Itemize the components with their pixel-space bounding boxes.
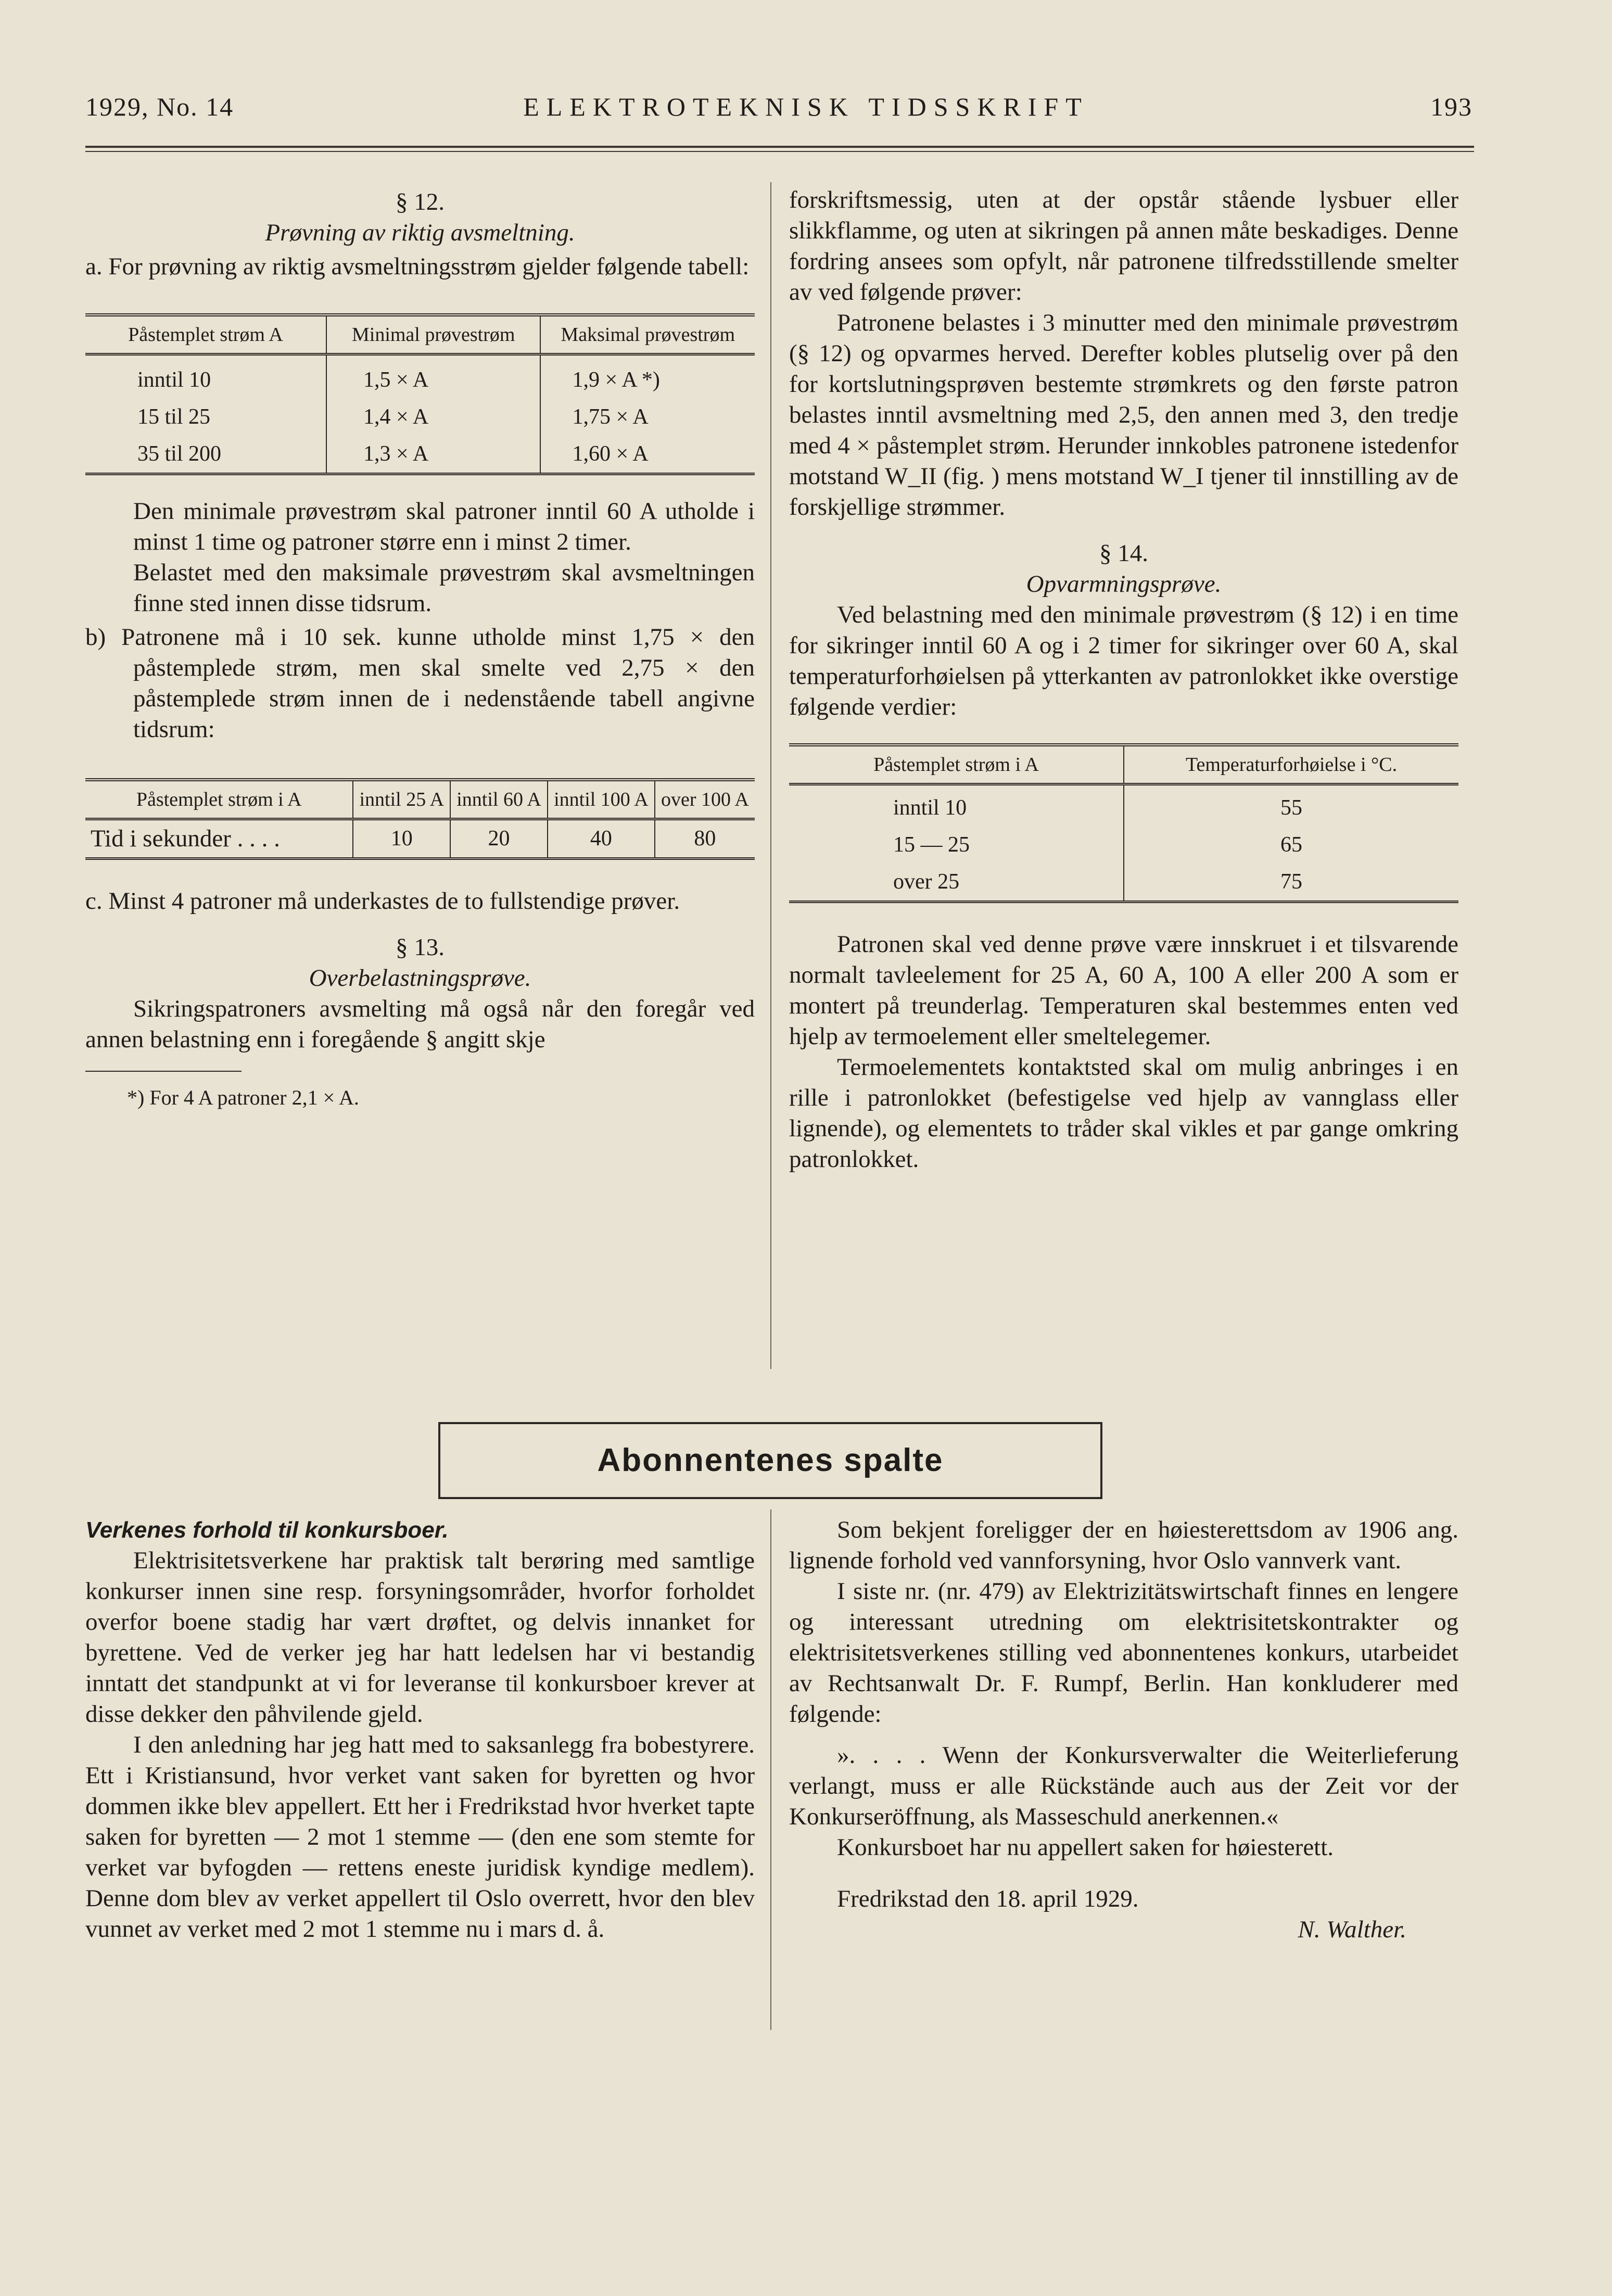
paragraph-max-current: Belastet med den maksimale prøvestrøm skal avsmeltningen finne sted innen disse tidsrum. [133,559,755,617]
article-paragraph-3: Som bekjent foreligger der en høiesterettsdom av 1906 ang. lignende forhold ved vannforsyning, hvor Oslo vannverk vant. [789,1516,1458,1574]
footnote-rule [85,1071,242,1072]
footnote: *) For 4 A patroner 2,1 × A. [127,1086,359,1109]
bottom-left-column [85,1515,755,1945]
t1-header-min: Minimal prøvestrøm [326,315,541,354]
table-row: inntil 10 1,5 × A 1,9 × A *) [85,354,755,399]
paragraph-requirements: forskriftsmessig, uten at der opstår stående lysbuer eller slikkflamme, og uten at sikringen på annen måte beskadiges. Denne fordring ansees som opfylt, når patronene tilfredsstillende smelter av ved følgende prøver: [789,186,1458,306]
t3-header-temp: Temperaturforhøielse i °C. [1124,745,1458,784]
header-journal-title: ELEKTROTEKNISK TIDSSKRIFT [523,92,1089,121]
table-test-currents [85,313,755,475]
article-paragraph-5: Konkursboet har nu appellert saken for høiesterett. [837,1834,1334,1861]
paragraph-min-current: Den minimale prøvestrøm skal patroner inntil 60 A utholde i minst 1 time og patroner større enn i minst 2 timer. [133,498,755,555]
article-signature: N. Walther. [1298,1916,1406,1943]
table-row: over 25 75 [789,864,1458,902]
right-column [789,185,1458,1175]
bottom-right-column [789,1515,1458,1945]
item-a-text: a. For prøvning av riktig avsmeltningsstrøm gjelder følgende tabell: [85,253,750,280]
header-rule [85,146,1474,148]
table-melt-times: Påstemplet strøm i A inntil 25 A inntil 60 A inntil 100 A over 100 A Tid i sekunder . . . . 10 20 40 80 [85,778,755,860]
section-heading-box: Abonnentenes spalte [438,1422,1102,1499]
section-13-text: Sikringspatroners avsmelting må også når den foregår ved annen belastning enn i foregående § angitt skje [85,995,755,1053]
article-paragraph-1: Elektrisitetsverkene har praktisk talt berøring med samtlige konkurser innen sine resp. forsyningsområder, hvorfor forholdet overfor boene stadig har vært drøftet, og delvis innanket for byrettene. Ved de verker jeg har hatt ledelsen har vi bestandig inntatt det standpunkt at vi for leveranse til konkursboer krever at disse dekker den påhvilende gjeld. [85,1547,755,1728]
paragraph-mounting: Patronen skal ved denne prøve være innskruet i et tilsvarende normalt tavleelement for 25 A, 60 A, 100 A eller 200 A som er montert på treunderlag. Temperaturen skal bestemmes enten ved hjelp av termoelement eller smeltelegemer. [789,931,1458,1050]
section-14-title: Opvarmningsprøve. [1026,570,1222,598]
table-row: Tid i sekunder . . . . 10 20 40 80 [85,819,755,859]
paragraph-heating: Ved belastning med den minimale prøvestrøm (§ 12) i en time for sikringer inntil 60 A og i 2 timer for sikringer over 60 A, skal temperaturforhøielsen på ytterkanten av patronlokket ikke overstige følgende verdier: [789,601,1458,720]
header-rule-thin [85,151,1474,152]
section-13-number: § 13. [396,934,445,961]
section-14-number: § 14. [1099,540,1148,567]
item-c-text: c. Minst 4 patroner må underkastes de to fullstendige prøver. [85,887,680,915]
paragraph-procedure: Patronene belastes i 3 minutter med den minimale prøvestrøm (§ 12) og opvarmes herved. Derefter kobles plutselig over på den for kortslutningsprøven bestemte strømkrets og den første patron belastes inntil avsmeltning med 2,5, den annen med 3, den tredje med 4 × påstemplet strøm. Herunder innkobles patronene istedenfor motstand W_II (fig. ) mens motstand W_I tjener til innstilling av de forskjellige strømmer. [789,309,1458,521]
table-row: 15 — 25 65 [789,827,1458,864]
section-12-title: Prøvning av riktig avsmeltning. [265,219,575,246]
section-13-title: Overbelastningsprøve. [309,965,531,992]
article-quote: ». . . . Wenn der Konkursverwalter die Weiterlieferung verlangt, muss er alle Rückstände auch aus der Zeit vor der Konkurseröffnung, als Masseschuld anerkennen.« [789,1742,1458,1830]
table-row: inntil 10 55 [789,784,1458,827]
t2-header-label: Påstemplet strøm i A [136,789,302,810]
left-column [85,185,755,1113]
column-divider-top [770,182,771,1369]
t3-header-rated: Påstemplet strøm i A [873,754,1039,776]
table-temperature [789,743,1458,903]
t1-header-rated: Påstemplet strøm A [128,324,283,346]
paragraph-thermocouple: Termoelementets kontaktsted skal om mulig anbringes i en rille i patronlokket (befestigelse ved hjelp av vannglass eller lignende), og elementets to tråder skal vikles et par gange omkring patronlokket. [789,1054,1458,1173]
header-page-number: 193 [1430,92,1473,121]
header-issue: 1929, No. 14 [85,92,234,121]
table-row: 15 til 25 1,4 × A 1,75 × A [85,399,755,436]
section-12-number: § 12. [396,188,445,215]
article-paragraph-2: I den anledning har jeg hatt med to saksanlegg fra bobestyrere. Ett i Kristiansund, hvor verket vant saken for byretten og hvor dommen ikke blev appellert. Ett her i Fredrikstad hvor hverket tapte saken for byretten — 2 mot 1 stemme — (den ene som stemte for verket var byfogden — rettens eneste juridisk kyndige medlem). Denne dom blev av verket appellert til Oslo overrett, hvor den blev vunnet av verket med 2 mot 1 stemme nu i mars d. å. [85,1731,755,1943]
article-heading: Verkenes forhold til konkursboer. [85,1517,449,1543]
column-divider-bottom [770,1509,771,2030]
article-place-date: Fredrikstad den 18. april 1929. [837,1885,1139,1912]
table-row: 35 til 200 1,3 × A 1,60 × A [85,436,755,474]
t1-header-max: Maksimal prøvestrøm [540,315,755,354]
article-paragraph-4: I siste nr. (nr. 479) av Elektrizitätswirtschaft finnes en lengere og interessant utredning om elektrisitetskontrakter og elektrisitetsverkenes stilling ved abonnentenes konkurs, utarbeidet av Rechtsanwalt Dr. F. Rumpf, Berlin. Han konkluderer med følgende: [789,1578,1458,1728]
item-b-text: b) Patronene må i 10 sek. kunne utholde minst 1,75 × den påstemplede strøm, men skal smelte ved 2,75 × den påstemplede strøm innen de i nedenstående tabell angivne tidsrum: [85,624,755,743]
